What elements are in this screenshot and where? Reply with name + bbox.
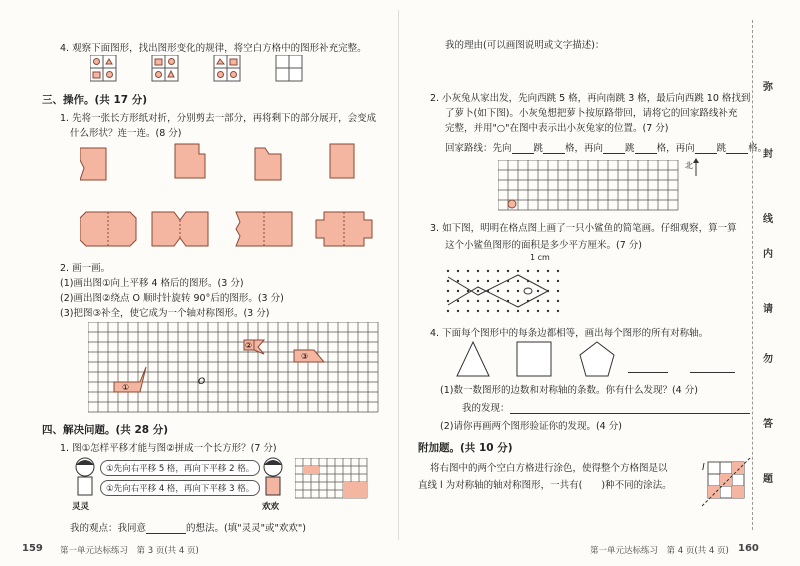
opinion-blank[interactable] xyxy=(146,524,186,534)
spine-divider xyxy=(398,10,399,540)
q4-sub1: (1)数一数图形的边数和对称轴的条数。你有什么发现？(4 分) xyxy=(440,385,698,396)
route-label: 回家路线：先向 xyxy=(445,143,512,154)
footer-left-page: 159 xyxy=(22,543,43,554)
unfolded-shape-4 xyxy=(316,212,372,246)
side-char-1: 弥 xyxy=(763,82,773,93)
bonus-line1: 将右图中的两个空白方格进行涂色，使得整个方格图是以 xyxy=(430,463,668,474)
route-blank-2[interactable] xyxy=(543,144,565,154)
pattern-box-2 xyxy=(152,55,178,81)
p1-line2: 什么形状？连一连。(8 分) xyxy=(70,128,182,139)
folded-shape-4 xyxy=(330,144,354,178)
p2-sub3: (3)把图③补全，使它成为一个轴对称图形。(3 分) xyxy=(60,308,270,319)
route-line xyxy=(445,140,767,154)
figure-1-label: ① xyxy=(122,383,130,392)
dot-grid xyxy=(438,265,568,317)
shark-eye-icon xyxy=(524,288,532,294)
pentagon-shape xyxy=(580,342,614,376)
route-part: 格，再向 xyxy=(656,143,695,154)
puzzle-grid xyxy=(295,458,375,508)
side-char-3: 线 xyxy=(763,214,773,225)
bubble-huanhuan: ①先向右平移 4 格，再向下平移 3 格。 xyxy=(100,480,260,496)
route-part: 格，再向 xyxy=(565,143,604,154)
answer-line-1[interactable] xyxy=(628,372,668,373)
north-arrow-icon xyxy=(692,158,700,176)
q2-line3: 完整，并用"○"在图中表示出小灰兔家的位置。(7 分) xyxy=(445,123,669,134)
bonus-grid xyxy=(700,458,752,510)
route-blank-3[interactable] xyxy=(603,144,625,154)
route-part: 跳 xyxy=(533,143,544,154)
p2-sub2: (2)画出图②绕点 O 顺时针旋转 90°后的图形。(3 分) xyxy=(60,293,284,304)
side-char-6: 勿 xyxy=(763,354,773,365)
triangle-shape xyxy=(457,342,489,376)
carrot-icon xyxy=(508,200,516,208)
figure-1 xyxy=(114,367,146,392)
route-blank-5[interactable] xyxy=(695,144,717,154)
bubble-lingling: ①先向右平移 5 格，再向下平移 2 格。 xyxy=(100,460,260,476)
discovery-line xyxy=(462,400,750,414)
figure-2-label: ② xyxy=(245,341,253,350)
bonus-line2: 直线 l 为对称轴的轴对称图形，一共有( )种不同的涂法。 xyxy=(418,480,672,491)
route-blank-6[interactable] xyxy=(726,144,748,154)
point-o-label: O xyxy=(198,377,206,387)
route-part: 跳 xyxy=(716,143,727,154)
folded-shapes xyxy=(80,140,380,255)
footer-left-text: 第一单元达标练习 第 3 页(共 4 页) xyxy=(60,546,199,556)
pattern-figures xyxy=(90,55,310,85)
pattern-box-3 xyxy=(214,55,240,81)
binding-dashed-line xyxy=(752,20,753,530)
discovery-blank[interactable] xyxy=(510,404,750,414)
drawing-grid xyxy=(88,322,380,422)
discovery-label: 我的发现： xyxy=(462,403,510,414)
q4-sub2: (2)请你再画两个图形验证你的发现。(4 分) xyxy=(440,421,622,432)
p1-line1: 1. 先将一张长方形纸对折，分别剪去一部分，再将剩下的部分展开，会变成 xyxy=(60,113,377,124)
girl-huanhuan-icon xyxy=(258,455,288,500)
p2-title: 2. 画一画。 xyxy=(60,263,111,274)
folded-shape-1 xyxy=(80,148,106,180)
q2-line1: 2. 小灰兔从家出发，先向西跳 5 格，再向南跳 3 格，最后向西跳 10 格找到 xyxy=(430,93,751,104)
side-char-4: 内 xyxy=(763,249,773,260)
scale-label: 1 cm xyxy=(530,253,550,262)
girl-lingling-icon xyxy=(70,455,100,500)
folded-shape-2 xyxy=(175,144,205,178)
side-char-8: 题 xyxy=(763,474,773,485)
opinion-line xyxy=(70,520,306,534)
square-shape xyxy=(517,342,551,376)
bonus-title: 附加题。(共 10 分) xyxy=(418,442,513,454)
side-char-2: 封 xyxy=(763,149,773,160)
q4-title: 4. 观察下面图形，找出图形变化的规律，将空白方格中的图形补充完整。 xyxy=(60,43,367,54)
opinion-prefix: 我的观点：我同意 xyxy=(70,523,147,534)
name-lingling: 灵灵 xyxy=(72,502,90,512)
folded-shape-3 xyxy=(255,148,281,180)
unfolded-shape-2 xyxy=(152,212,208,246)
regular-shapes xyxy=(455,340,615,380)
route-part: 跳 xyxy=(625,143,635,154)
answer-line-2[interactable] xyxy=(690,372,735,373)
reason-line: 我的理由(可以画图说明或文字描述)： xyxy=(445,40,605,51)
q2-line2: 了萝卜(如下图)。小灰兔想把萝卜按原路带回，请将它的回家路线补充 xyxy=(445,108,738,119)
unfolded-shape-3 xyxy=(236,212,292,246)
section-4-title: 四、解决问题。(共 28 分) xyxy=(42,424,169,436)
unfolded-shape-1 xyxy=(80,212,136,246)
footer-right-page: 160 xyxy=(738,543,759,554)
axis-label-l: l xyxy=(702,463,705,473)
side-char-5: 请 xyxy=(763,304,773,315)
route-blank-1[interactable] xyxy=(512,144,534,154)
q4-right-title: 4. 下面每个图形中的每条边都相等，画出每个图形的所有对称轴。 xyxy=(430,328,709,339)
opinion-suffix: 的想法。(填"灵灵"或"欢欢") xyxy=(186,523,306,534)
q3-line2: 这个小鲨鱼图形的面积是多少平方厘米。(7 分) xyxy=(445,240,642,251)
section-3-title: 三、操作。(共 17 分) xyxy=(42,94,148,106)
pattern-box-4-blank xyxy=(276,55,302,81)
s4q1-title: 1. 图①怎样平移才能与图②拼成一个长方形？(7 分) xyxy=(60,443,277,454)
footer-right-text: 第一单元达标练习 第 4 页(共 4 页) xyxy=(590,546,729,556)
route-grid xyxy=(498,160,688,212)
side-char-7: 答 xyxy=(763,419,773,430)
name-huanhuan: 欢欢 xyxy=(262,502,280,512)
figure-3-label: ③ xyxy=(301,352,309,361)
q3-line1: 3. 如下图，明明在格点图上画了一只小鲨鱼的简笔画。仔细观察，算一算 xyxy=(430,223,737,234)
north-label: 北 xyxy=(685,161,693,170)
p2-sub1: (1)画出图①向上平移 4 格后的图形。(3 分) xyxy=(60,278,244,289)
route-blank-4[interactable] xyxy=(635,144,657,154)
pattern-box-1 xyxy=(90,55,116,81)
route-part: 格。 xyxy=(748,143,768,154)
